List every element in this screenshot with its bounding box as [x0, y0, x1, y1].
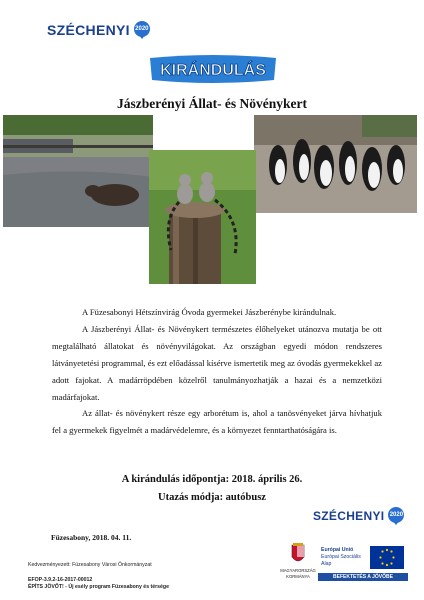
project-name: ÉPÍTS JÖVŐT! - Új esély program Füzesabony és térsége [28, 584, 169, 590]
zoo-description-paragraph: A Jászberényi Állat- és Növénykert természetes élőhelyeket utánozva mutatja be ott megtalálható állatokat és növényvilágokat. Az országban egyedi módon rendszeres látványetetési programmal, és ezt előadással kísérve ismertetik meg az óvodás gyermekekkel az adott fajokat. A madárröpdében közelről tanulmányozhatják a hazai és a nemzetközi madárfajokat. [52, 324, 382, 402]
travel-mode-line: Utazás módja: autóbusz [158, 492, 266, 503]
arboretum-paragraph: Az állat- és növénykert része egy arborétum is, ahol a tanösvényeket járva hívhatjuk fel a gyermekek figyelmét a madárvédelemre, és a környezet fenntarthatóságára is. [52, 408, 382, 435]
project-code: EFOP-3.9.2-16-2017-00012 [28, 577, 93, 583]
hungarian-government-logo [276, 543, 320, 583]
investment-ribbon: BEFEKTETÉS A JÖVŐBE [318, 573, 408, 581]
szechenyi-logo-bottom [313, 507, 405, 525]
page-title: Jászberényi Állat- és Növénykert [116, 96, 308, 111]
szechenyi-logo-top [47, 19, 151, 41]
eu-flag-icon [370, 546, 404, 569]
beneficiary-text: Kedvezményezett: Füzesabony Városi Önkormányzat [28, 562, 152, 568]
coat-of-arms-icon [276, 543, 320, 567]
zoo-pond-photo [3, 115, 153, 227]
eu-label-1: Európai Unió [321, 547, 354, 553]
brand-year-bottom: 2020 [389, 512, 404, 518]
brand-year: 2020 [135, 26, 149, 32]
kirandulas-banner [148, 54, 278, 84]
map-pin-icon [387, 507, 405, 525]
eu-label-3: Alap [321, 561, 332, 567]
gov-label-1: MAGYARORSZÁG [280, 568, 316, 573]
penguin-photo [254, 115, 417, 213]
signature-date: Füzesabony, 2018. 04. 11. [51, 533, 132, 542]
lemur-photo [149, 150, 256, 284]
gov-label-2: KORMÁNYA [286, 574, 310, 579]
map-pin-icon [133, 21, 151, 39]
intro-paragraph: A Füzesabonyi Hétszínvirág Óvoda gyermekei Jászberénybe kirándulnak. [82, 307, 337, 317]
trip-date-line: A kirándulás időpontja: 2018. április 26. [121, 474, 303, 485]
eu-label-2: Európai Szociális [321, 554, 361, 560]
brand-name: SZÉCHENYI [47, 22, 130, 38]
brand-name-bottom: SZÉCHENYI [313, 509, 385, 523]
banner-text: KIRÁNDULÁS [160, 62, 266, 79]
